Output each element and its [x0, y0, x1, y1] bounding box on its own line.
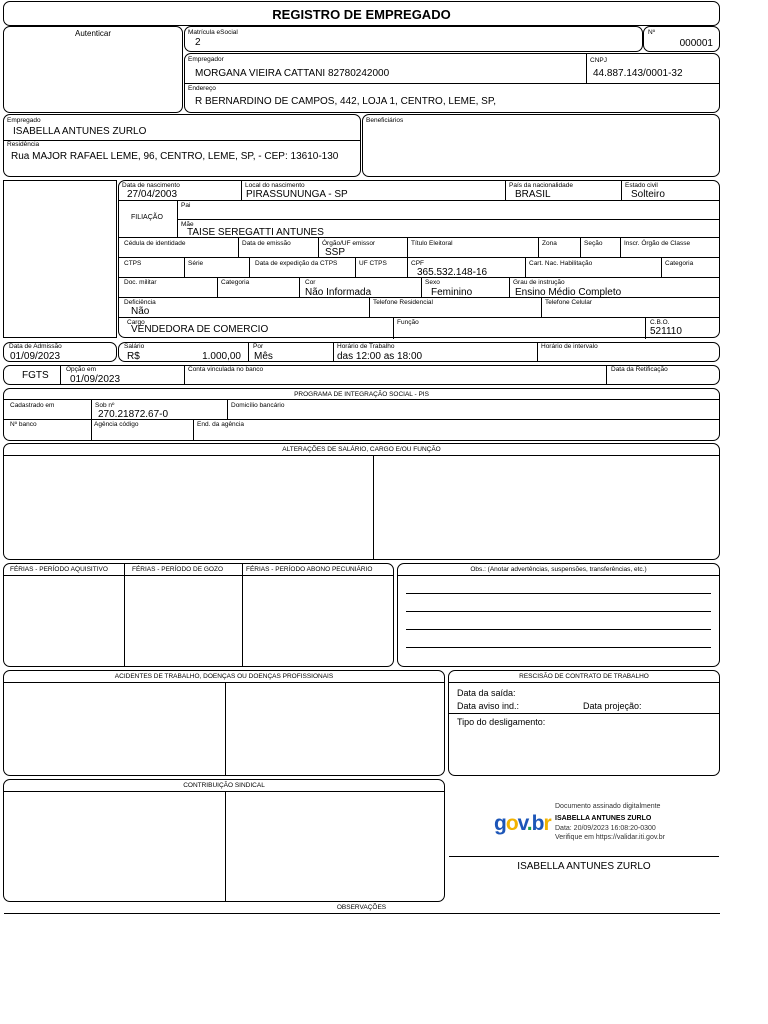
tel-cel-label: Telefone Celular: [545, 299, 592, 306]
empregado-box: [3, 114, 361, 177]
por-value: Mês: [254, 351, 273, 362]
signature-line1: Documento assinado digitalmente: [555, 803, 661, 810]
residencia-label: Residência: [7, 141, 40, 148]
nascimento-label: Data de nascimento: [122, 182, 180, 189]
beneficiarios-label: Beneficiários: [366, 117, 404, 124]
ctps-label: CTPS: [124, 260, 142, 267]
sob-label: Sob nº: [95, 402, 115, 409]
tipo-desligamento-label: Tipo do desligamento:: [457, 717, 546, 727]
title-box: [3, 1, 720, 26]
signature-name: ISABELLA ANTUNES ZURLO: [517, 861, 651, 872]
cargo-value: VENDEDORA DE COMERCIO: [131, 324, 269, 335]
opcao-label: Opção em: [66, 366, 96, 373]
cnh-label: Cart. Nac. Habilitação: [529, 260, 593, 267]
salario-value: 1.000,00: [202, 351, 241, 362]
cedula-label: Cédula de identidade: [124, 240, 186, 247]
salario-box: [118, 342, 720, 362]
personal-data-box: [118, 180, 720, 338]
signature-line2: ISABELLA ANTUNES ZURLO: [555, 815, 652, 822]
admissao-label: Data de Admissão: [9, 343, 62, 350]
endereco-value: R BERNARDINO DE CAMPOS, 442, LOJA 1, CENTRO, LEME, SP,: [195, 96, 497, 107]
cnpj-value: 44.887.143/0001-32: [593, 68, 683, 79]
doc-militar-label: Doc. militar: [124, 279, 157, 286]
pais-value: BRASIL: [515, 189, 551, 200]
intervalo-label: Horário de intervalo: [541, 343, 598, 350]
estado-civil-label: Estado civil: [625, 182, 658, 189]
acidentes-title: ACIDENTES DE TRABALHO, DOENÇAS OU DOENÇAS PROFISSIONAIS: [114, 673, 334, 680]
residencia-value: Rua MAJOR RAFAEL LEME, 96, CENTRO, LEME, SP, - CEP: 13610-130: [11, 151, 339, 162]
admissao-box: [3, 342, 117, 362]
deficiencia-label: Deficiência: [124, 299, 156, 306]
categoria2-label: Categoria: [221, 279, 250, 286]
photo-box: [3, 180, 117, 338]
pis-title: PROGRAMA DE INTEGRAÇÃO SOCIAL - PIS: [294, 391, 429, 398]
opcao-value: 01/09/2023: [70, 374, 121, 385]
horario-value: das 12:00 as 18:00: [337, 351, 423, 362]
rescisao-box: [448, 670, 720, 776]
matricula-box: [184, 26, 643, 52]
matricula-label: Matrícula eSocial: [188, 29, 238, 36]
orgao-label: Órgão/UF emissor: [322, 240, 376, 247]
salario-currency: R$: [127, 351, 140, 362]
serie-label: Série: [188, 260, 204, 267]
filiacao-label: FILIAÇÃO: [131, 214, 163, 221]
obs-box: [397, 563, 720, 667]
pai-label: Pai: [181, 202, 191, 209]
empregado-label: Empregado: [7, 117, 41, 124]
beneficiarios-box: [362, 114, 720, 177]
local-nascimento-value: PIRASSUNUNGA - SP: [246, 189, 348, 200]
zona-label: Zona: [542, 240, 557, 247]
contribuicao-title: CONTRIBUIÇÃO SINDICAL: [183, 782, 265, 789]
obs-label: Obs.: (Anotar advertências, suspensões, transferências, etc.): [470, 566, 647, 573]
fgts-box: [3, 365, 720, 385]
empregador-value: MORGANA VIEIRA CATTANI 82780242000: [195, 68, 390, 79]
govbr-logo: gov.br: [494, 812, 551, 835]
admissao-value: 01/09/2023: [10, 351, 61, 362]
contribuicao-box: [3, 779, 445, 902]
matricula-value: 2: [195, 37, 201, 48]
empregado-value: ISABELLA ANTUNES ZURLO: [13, 126, 147, 137]
data-saida-label: Data da saída:: [457, 688, 516, 698]
pais-label: País da nacionalidade: [509, 182, 573, 189]
domicilio-label: Domicílio bancário: [231, 402, 285, 409]
funcao-label: Função: [397, 319, 419, 326]
end-agencia-label: End. da agência: [197, 421, 244, 428]
acidentes-box: [3, 670, 445, 776]
numero-label: Nº: [648, 29, 656, 36]
cor-label: Cor: [305, 279, 316, 286]
por-label: Por: [253, 343, 264, 350]
nascimento-value: 27/04/2003: [127, 189, 178, 200]
ferias-abono-label: FÉRIAS - PERÍODO ABONO PECUNIÁRIO: [246, 566, 373, 573]
conta-label: Conta vinculada no banco: [188, 366, 264, 373]
mae-value: TAISE SEREGATTI ANTUNES: [187, 227, 324, 238]
cpf-label: CPF: [411, 260, 424, 267]
uf-ctps-label: UF CTPS: [359, 260, 387, 267]
orgao-value: SSP: [325, 247, 346, 258]
cnpj-label: CNPJ: [590, 57, 607, 64]
mae-label: Mãe: [181, 221, 194, 228]
ferias-gozo-label: FÉRIAS - PERÍODO DE GOZO: [132, 566, 224, 573]
estado-civil-value: Solteiro: [631, 189, 665, 200]
cadastrado-label: Cadastrado em: [10, 402, 55, 409]
ferias-box: [3, 563, 394, 667]
sexo-label: Sexo: [425, 279, 440, 286]
deficiencia-value: Não: [131, 306, 150, 317]
secao-label: Seção: [584, 240, 603, 247]
tel-res-label: Telefone Residencial: [373, 299, 433, 306]
categoria-label: Categoria: [665, 260, 694, 267]
agencia-label: Agência código: [94, 421, 139, 428]
cpf-value: 365.532.148-16: [417, 267, 488, 278]
observacoes-title: OBSERVAÇÕES: [336, 904, 387, 911]
exp-ctps-label: Data de expedição da CTPS: [255, 260, 338, 267]
alteracoes-title: ALTERAÇÕES DE SALÁRIO, CARGO E/OU FUNÇÃO: [282, 446, 441, 453]
empregador-box: [184, 53, 720, 113]
titulo-label: Título Eleitoral: [411, 240, 453, 247]
data-aviso-label: Data aviso ind.:: [457, 701, 520, 711]
page-title: REGISTRO DE EMPREGADO: [272, 7, 451, 22]
local-nascimento-label: Local do nascimento: [245, 182, 305, 189]
cargo-label: Cargo: [127, 319, 145, 326]
inscr-label: Inscr. Órgão de Classe: [624, 240, 691, 247]
pis-box: [3, 388, 720, 441]
retificacao-label: Data da Retificação: [611, 366, 668, 373]
grau-value: Ensino Médio Completo: [515, 287, 622, 298]
salario-label: Salário: [124, 343, 145, 350]
signature-line3: Data: 20/09/2023 16:08:20-0300: [555, 825, 656, 832]
numero-box: [643, 26, 720, 52]
autenticar-label: Autenticar: [74, 29, 112, 38]
banco-label: Nº banco: [10, 421, 37, 428]
empregador-label: Empregador: [188, 56, 224, 63]
signature-line4: Verifique em https://validar.iti.gov.br: [555, 834, 665, 841]
sexo-value: Feminino: [431, 287, 473, 298]
grau-label: Grau de instrução: [513, 279, 565, 286]
ferias-aquisitivo-label: FÉRIAS - PERÍODO AQUISITIVO: [10, 566, 108, 573]
cbo-value: 521110: [650, 326, 682, 337]
endereco-label: Endereço: [188, 85, 216, 92]
autenticar-box: [3, 26, 183, 113]
cor-value: Não Informada: [305, 287, 372, 298]
fgts-label: FGTS: [22, 370, 49, 381]
emissao-label: Data de emissão: [242, 240, 291, 247]
horario-label: Horário de Trabalho: [337, 343, 395, 350]
rescisao-title: RESCISÃO DE CONTRATO DE TRABALHO: [519, 673, 649, 680]
numero-value: 000001: [679, 38, 713, 49]
cbo-label: C.B.O.: [650, 319, 670, 326]
data-projecao-label: Data projeção:: [583, 701, 642, 711]
alteracoes-box: [3, 443, 720, 560]
sob-value: 270.21872.67-0: [98, 409, 169, 420]
